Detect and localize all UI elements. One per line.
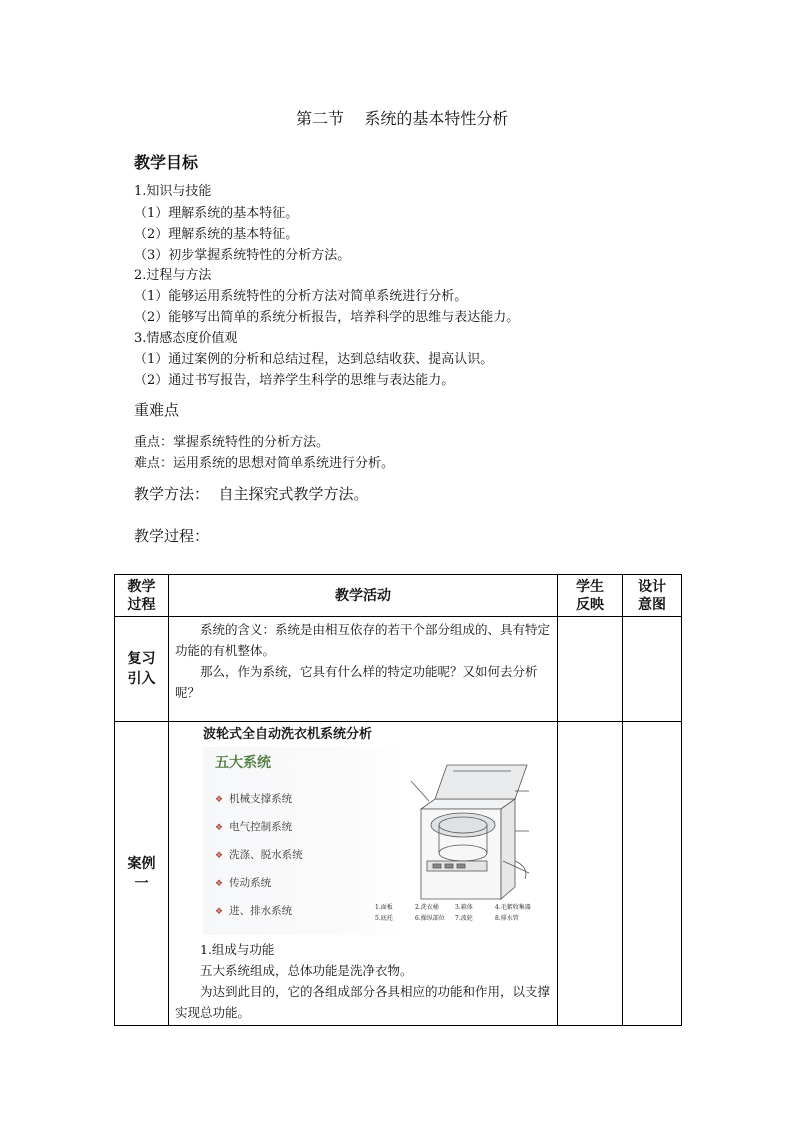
parts-legend: 1.面板 2.洗衣桶 3.箱体 4.毛絮收集器 5.底托 6.操纵部位 7.波轮 8.排水管 — [375, 904, 531, 922]
stage-case1: 案例一 — [115, 722, 169, 1026]
diamond-bullet-icon: ❖ — [215, 879, 224, 889]
response-review — [558, 617, 623, 722]
process-label: 教学过程： — [134, 527, 210, 545]
diamond-bullet-icon: ❖ — [215, 851, 224, 861]
diamond-bullet-icon: ❖ — [215, 907, 224, 917]
review-definition: 系统的含义：系统是由相互依存的若干个部分组成的、具有特定功能的有机整体。 — [175, 622, 551, 658]
keypoint-focus: 重点：掌握系统特性的分析方法。 — [134, 435, 330, 450]
composition-text: 五大系统组成，总体功能是洗净衣物。 — [200, 963, 413, 978]
figure-item: ❖ 电气控制系统 — [215, 821, 293, 833]
figure-item: ❖ 进、排水系统 — [215, 905, 293, 917]
case-subheading: 波轮式全自动洗衣机系统分析 — [203, 727, 373, 742]
activity-review — [169, 617, 558, 722]
teaching-method: 教学方法： 自主探究式教学方法。 — [134, 485, 369, 503]
goal-line: （2）通过书写报告，培养学生科学的思维与表达能力。 — [134, 373, 455, 388]
header-stage: 教学过程 — [115, 575, 169, 617]
activity-case1 — [169, 722, 558, 1026]
intent-review — [623, 617, 682, 722]
goal-line: （2）能够写出简单的系统分析报告，培养科学的思维与表达能力。 — [134, 310, 520, 325]
goal-line: （1）通过案例的分析和总结过程，达到总结收获、提高认识。 — [134, 352, 494, 367]
review-question: 那么，作为系统，它具有什么样的特定功能呢？又如何去分析呢？ — [175, 664, 538, 700]
figure-item: ❖ 洗涤、脱水系统 — [215, 849, 303, 861]
intent-case1 — [623, 722, 682, 1026]
goals-heading: 教学目标 — [134, 153, 199, 172]
stage-review: 复习引入 — [115, 617, 169, 722]
goal-line: （1）理解系统的基本特征。 — [134, 206, 299, 221]
lesson-table — [114, 574, 682, 1026]
composition-heading: 1.组成与功能 — [200, 942, 275, 957]
figure-item: ❖ 传动系统 — [215, 877, 272, 889]
goal-line: （1）能够运用系统特性的分析方法对简单系统进行分析。 — [134, 289, 468, 304]
figure-item: ❖ 机械支撑系统 — [215, 793, 293, 805]
goal-line: （3）初步掌握系统特性的分析方法。 — [134, 248, 351, 263]
washing-machine-diagram-icon — [403, 761, 538, 901]
header-response: 学生反映 — [558, 575, 623, 617]
keypoints-heading: 重难点 — [134, 401, 180, 419]
keypoint-difficulty: 难点：运用系统的思想对简单系统进行分析。 — [134, 456, 395, 471]
figure-title: 五大系统 — [215, 755, 271, 771]
washer-system-figure — [203, 747, 538, 935]
goal-line: 2.过程与方法 — [134, 268, 212, 283]
header-intent: 设计意图 — [623, 575, 682, 617]
response-case1 — [558, 722, 623, 1026]
function-text: 为达到此目的，它的各组成部分各具相应的功能和作用，以支撑实现总功能。 — [175, 984, 551, 1020]
goal-line: 1.知识与技能 — [134, 184, 212, 199]
diamond-bullet-icon: ❖ — [215, 795, 224, 805]
header-activity: 教学活动 — [169, 575, 558, 617]
diamond-bullet-icon: ❖ — [215, 823, 224, 833]
goal-line: （2）理解系统的基本特征。 — [134, 227, 299, 242]
goal-line: 3.情感态度价值观 — [134, 331, 238, 346]
page-title: 第二节 系统的基本特性分析 — [296, 109, 509, 128]
